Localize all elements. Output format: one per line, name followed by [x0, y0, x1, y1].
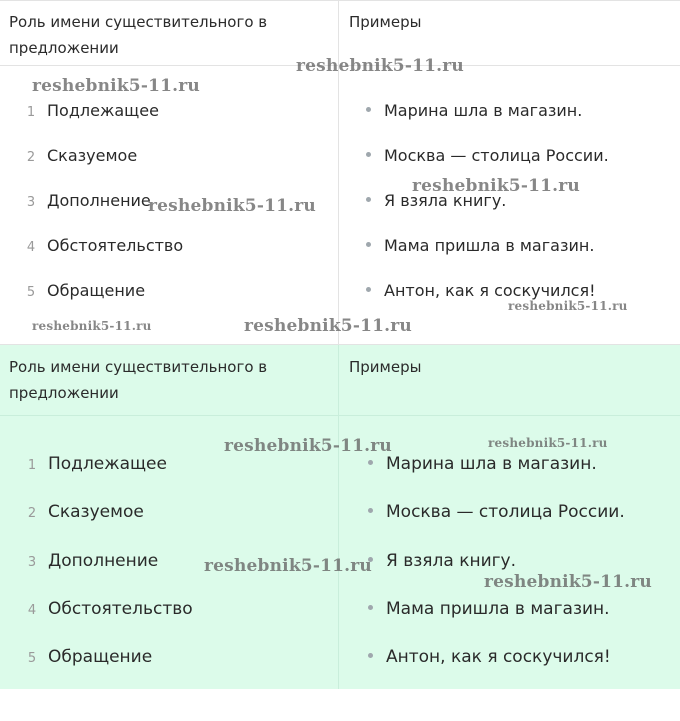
example-text: Антон, как я соскучился! [386, 647, 611, 667]
watermark: reshebnik5-11.ru [412, 176, 580, 196]
role-label: Обстоятельство [47, 236, 184, 255]
role-label: Сказуемое [47, 146, 138, 165]
example-text: Москва — столица России. [384, 146, 609, 165]
watermark: reshebnik5-11.ru [32, 319, 152, 333]
role-number: 4 [27, 603, 37, 618]
watermark: reshebnik5-11.ru [508, 299, 628, 313]
role-number: 3 [27, 555, 37, 570]
example-item [366, 98, 582, 124]
example-text: Я взяла книгу. [384, 191, 507, 210]
example-text: Мама пришла в магазин. [384, 236, 595, 255]
watermark: reshebnik5-11.ru [148, 196, 316, 216]
bullet-icon [368, 605, 373, 610]
watermark: reshebnik5-11.ru [488, 436, 608, 450]
watermark: reshebnik5-11.ru [32, 76, 200, 96]
watermark: reshebnik5-11.ru [244, 316, 412, 336]
role-item [25, 548, 158, 574]
watermark: reshebnik5-11.ru [484, 572, 652, 592]
watermark: reshebnik5-11.ru [204, 556, 372, 576]
example-item [368, 548, 516, 574]
role-label: Обращение [47, 281, 146, 300]
bullet-icon [368, 653, 373, 658]
example-text: Марина шла в магазин. [384, 101, 583, 120]
role-number: 2 [27, 506, 37, 521]
role-number: 1 [26, 105, 36, 120]
header-role: Роль имени существительного в предложении [9, 13, 268, 57]
role-number: 3 [26, 195, 36, 210]
bullet-icon [366, 242, 371, 247]
watermark: reshebnik5-11.ru [296, 56, 464, 76]
role-item [25, 499, 144, 525]
role-number: 5 [27, 651, 37, 666]
example-item [368, 499, 625, 525]
role-item [24, 98, 159, 124]
page-bottom-strip [0, 689, 680, 721]
example-text: Марина шла в магазин. [386, 454, 597, 474]
example-item [368, 644, 611, 670]
bullet-icon [366, 197, 371, 202]
table-header [0, 345, 680, 416]
header-examples: Примеры [349, 13, 422, 31]
role-number: 4 [26, 240, 36, 255]
bullet-icon [368, 508, 373, 513]
role-item [25, 644, 152, 670]
table-top [0, 0, 680, 345]
header-examples: Примеры [349, 358, 422, 376]
example-item [368, 596, 610, 622]
bullet-icon [366, 107, 371, 112]
example-text: Антон, как я соскучился! [384, 281, 596, 300]
header-role: Роль имени существительного в предложении [9, 358, 268, 402]
example-item [366, 233, 594, 259]
role-item [24, 143, 137, 169]
example-text: Москва — столица России. [386, 502, 625, 522]
watermark: reshebnik5-11.ru [224, 436, 392, 456]
bullet-icon [366, 287, 371, 292]
example-text: Мама пришла в магазин. [386, 599, 610, 619]
example-item [366, 143, 609, 169]
role-item [24, 278, 145, 304]
role-label: Подлежащее [47, 101, 159, 120]
role-label: Дополнение [47, 191, 151, 210]
role-label: Обращение [48, 647, 153, 667]
role-label: Сказуемое [48, 502, 144, 522]
role-item [25, 451, 167, 477]
bullet-icon [368, 460, 373, 465]
role-item [25, 596, 193, 622]
role-label: Дополнение [48, 551, 159, 571]
role-number: 5 [26, 285, 36, 300]
role-label: Подлежащее [48, 454, 167, 474]
role-item [24, 233, 183, 259]
example-item [368, 451, 597, 477]
role-label: Обстоятельство [48, 599, 193, 619]
role-item [24, 188, 151, 214]
example-text: Я взяла книгу. [386, 551, 517, 571]
table-bottom [0, 344, 680, 690]
bullet-icon [366, 152, 371, 157]
role-number: 1 [27, 458, 37, 473]
role-number: 2 [26, 150, 36, 165]
